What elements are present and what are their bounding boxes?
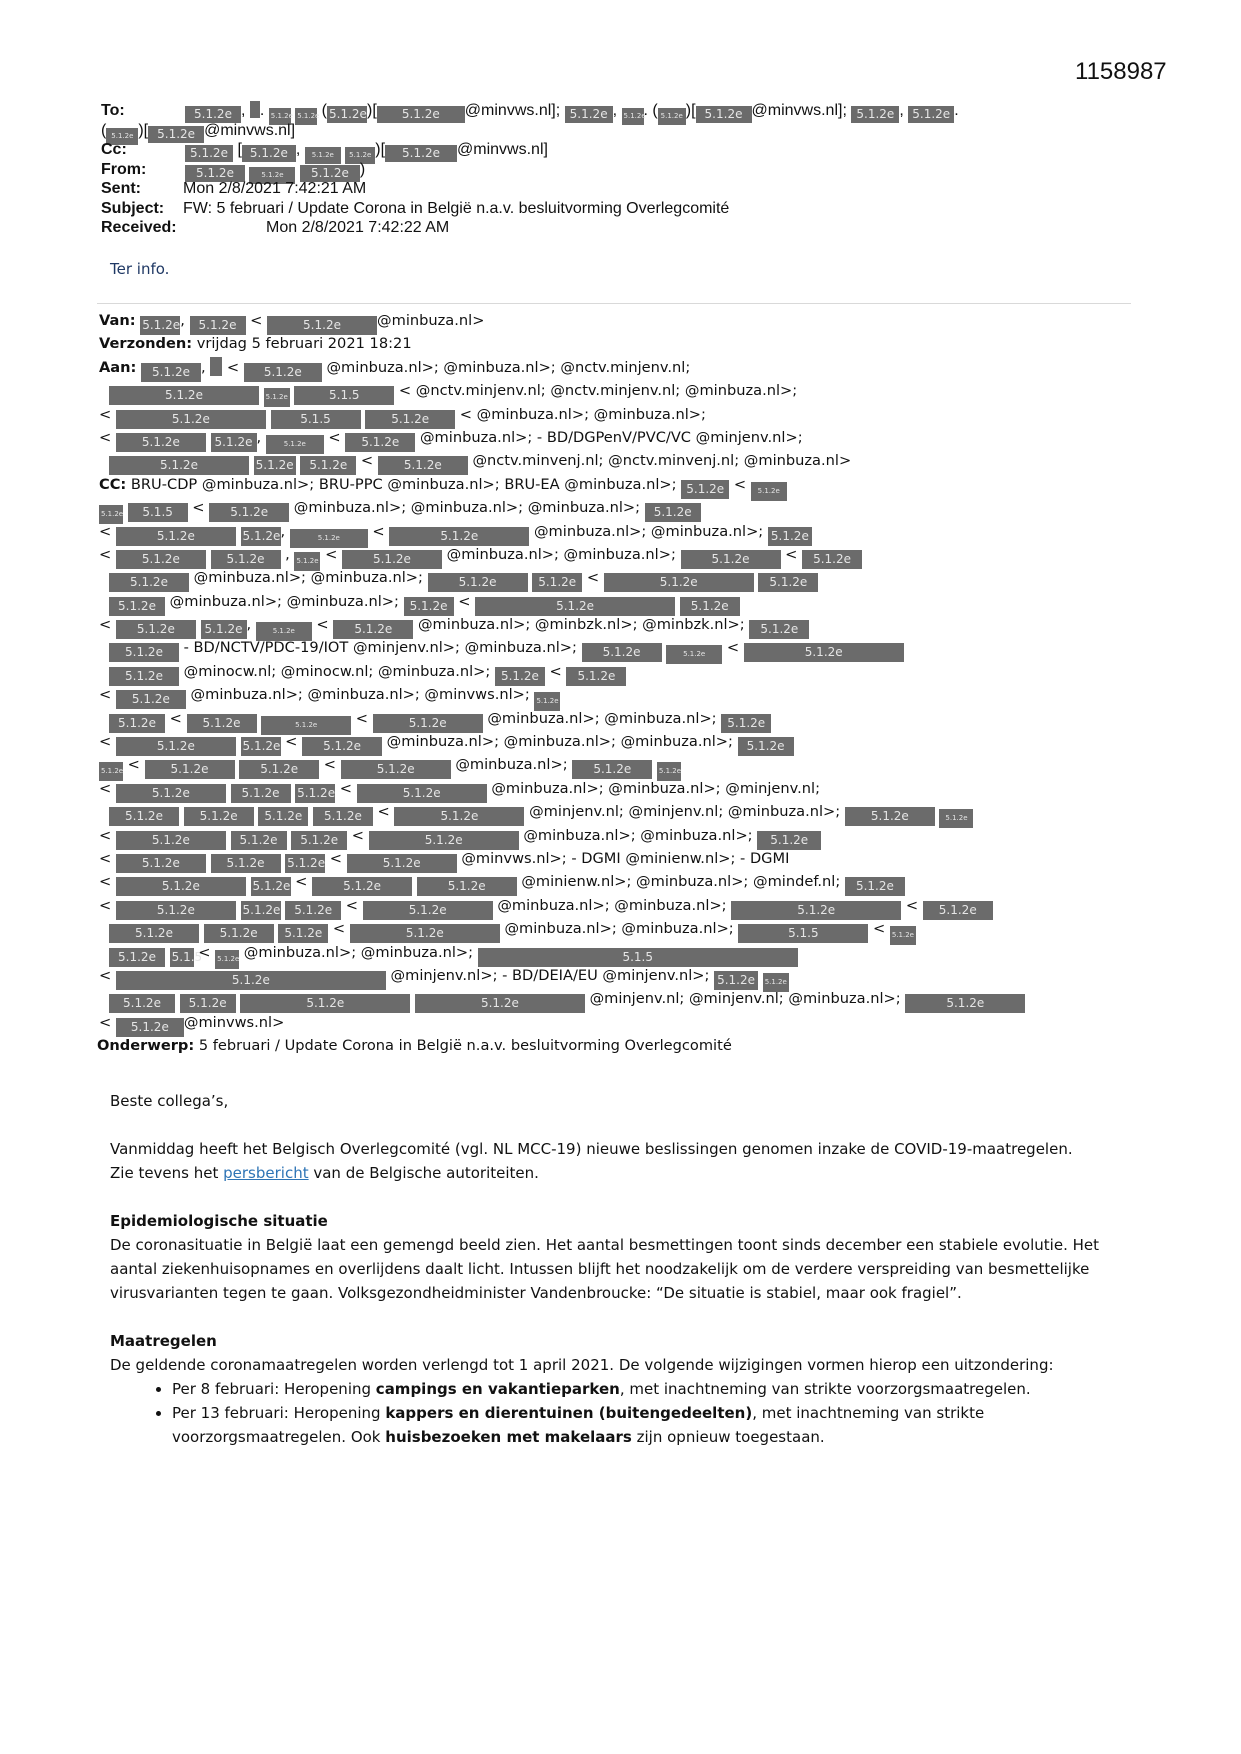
redaction: 5.1.2e [109,573,189,592]
redaction: 5.1.2e [373,714,483,733]
intro-paragraph [110,1137,1130,1185]
list-item [172,1377,1130,1401]
sent-row [101,179,1101,199]
redaction: 5.1.2e [211,550,281,569]
redaction: 5.1.2e [751,482,787,501]
redaction: 5.1.2e [116,901,236,920]
redaction: 5.1.2e [185,106,241,123]
from-label: From: [101,160,147,178]
redaction: 5.1.2e [749,620,809,639]
recipient-line: @minbuza.nl>; @minbuza.nl>; [533,522,764,540]
aan-row: < 5.1.2e 5.1.5 5.1.2e < @minbuza.nl>; @minbuza.nl>; [99,403,1139,426]
subject-row [101,199,1101,219]
verzonden-value: vrijdag 5 februari 2021 18:21 [196,335,412,353]
redaction: 5.1.2e [99,762,123,781]
cc-row: < 5.1.2e 5.1.2e 5.1.2e < 5.1.2e @minvws.nl>; - DGMI @minienw.nl>; - DGMI [99,847,1139,870]
redaction: 5.1.2e [180,994,236,1013]
redaction: 5.1.2e [389,527,529,546]
recipient-line: @minocw.nl; @minocw.nl; @minbuza.nl>; [183,662,491,680]
redaction: 5.1.2e [190,316,246,335]
redaction [210,357,222,376]
redaction: 5.1.2e [266,435,324,454]
sent-label: Sent: [101,180,141,197]
cc-row [99,987,1139,1010]
item-text: , met inachtneming van strikte voorzorgsmaatregelen. Ook [172,1404,985,1446]
redaction: 5.1.2e [116,620,196,639]
redaction: 5.1.2e [908,106,954,123]
redaction: 5.1.2e [241,901,281,920]
redaction: 5.1.2e [258,807,308,826]
recipient-line: @minbuza.nl>; @minbuza.nl>; @minjenv.nl; [491,779,820,797]
redaction: 5.1.2e [666,645,722,664]
email-domain: @minvws.nl [751,102,838,119]
redaction: 5.1.2e [244,363,322,382]
verzonden-label: Verzonden: [99,335,193,353]
redaction: 5.1.2e [475,597,675,616]
measures-paragraph: De geldende coronamaatregelen worden verlengd tot 1 april 2021. De volgende wijzigingen vormen hierop een uitzondering: [110,1356,1054,1374]
redaction: 5.1.2e [845,877,905,896]
redaction: 5.1.2e [116,550,206,569]
redaction: 5.1.2e [109,643,179,662]
cc-row: 5.1.2e 5.1.5 < 5.1.2e @minbuza.nl>; @minbuza.nl>; 5.1.5 [99,941,1139,964]
redaction [250,101,260,118]
redaction: 5.1.2e [302,737,382,756]
redaction: 5.1.2e [116,784,226,803]
redaction: 5.1.2e [204,924,274,943]
redaction: 5.1.2e [267,316,377,335]
redaction: 5.1.2e [264,388,290,407]
ter-info: Ter info. [110,260,170,278]
cc-row: < 5.1.2e 5.1.2e , 5.1.2e < 5.1.2e @minbuza.nl>; @minbuza.nl>; 5.1.2e < 5.1.2e [99,543,1139,566]
redaction: 5.1.2e [231,831,287,850]
redaction: 5.1.2e [566,667,626,686]
redaction: 5.1.2e [106,128,138,145]
recipient-line: @minbuza.nl>; @minbuza.nl>; @minvws.nl>; [190,686,530,704]
redaction: 5.1.2e [116,690,186,709]
intro-line-2-end: van de Belgische autoriteiten. [308,1164,539,1182]
redaction: 5.1.2e [342,550,442,569]
redaction: 5.1.2e [300,456,356,475]
redaction: 5.1.2e [341,760,451,779]
van-label: Van: [99,312,136,329]
redaction: 5.1.2e [211,854,281,873]
aan-label: Aan: [99,358,137,376]
cc-row: < 5.1.2e 5.1.2e , 5.1.2e < 5.1.2e @minbuza.nl>; @minbzk.nl>; @minbzk.nl>; 5.1.2e [99,613,1139,636]
cc-label: Cc: [101,141,127,158]
redaction: 5.1.2e [721,714,771,733]
redaction: 5.1.2e [345,433,415,452]
redaction: 5.1.2e [241,737,281,756]
redaction: 5.1.2e [763,973,789,992]
persbericht-link[interactable]: persbericht [223,1164,309,1182]
redaction: 5.1.2e [495,667,545,686]
recipient-line: @minbuza.nl>; @minbuza.nl>; [476,405,706,423]
redaction: 5.1.2e [417,877,517,896]
subject-value: FW: 5 februari / Update Corona in België n.a.v. besluitvorming Overlegcomité [183,199,730,217]
redaction: 5.1.2e [428,573,528,592]
cc-row: Cc: 5.1.2e [ 5.1.2e , 5.1.2e 5.1.2e )[ 5.1.2e @minvws.nl] [101,140,1101,160]
redaction: 5.1.2e [404,597,454,616]
onderwerp-label: Onderwerp: [97,1037,195,1055]
recipient-line: @minbuza.nl>; @minbuza.nl>; [193,569,423,587]
redaction: 5.1.2e [109,924,199,943]
recipient-line: @minbuza.nl>; @minbuza.nl>; [523,826,753,844]
redaction: 5.1.2e [329,107,367,121]
redaction: 5.1.2e [99,505,123,524]
redaction: 5.1.2e [116,1018,184,1037]
redaction: 5.1.2e [939,809,973,828]
recipient-line: @minvws.nl> [183,1013,285,1031]
redaction: 5.1.2e [363,901,493,920]
redaction: 5.1.2e [300,165,360,182]
redaction: 5.1.2e [187,714,257,733]
recipient-line: @minbuza.nl>; @minbuza.nl>; @minbuza.nl>; [386,733,733,751]
redaction: 5.1.2e [295,108,317,125]
redaction: 5.1.2e [534,692,560,711]
redaction: 5.1.2e [757,831,821,850]
received-value: Mon 2/8/2021 7:42:22 AM [266,219,450,236]
aan-row: 5.1.2e 5.1.2e 5.1.2e < 5.1.2e @nctv.minvenj.nl; @nctv.minvenj.nl; @minbuza.nl> [99,449,1139,472]
email-domain: @minvws.nl [464,102,552,119]
redaction: 5.1.2e [290,529,368,548]
redaction: 5.1.2e [738,737,794,756]
redaction: 5.1.2e [116,971,386,990]
received-label: Received: [101,219,177,236]
cc-row: < 5.1.2e @minvws.nl> [99,1011,1139,1034]
redaction: 5.1.2e [116,831,226,850]
redaction: 5.1.2e [109,994,175,1013]
redaction: 5.1.2e [415,994,585,1013]
recipient-line: @minbuza.nl>; @minbuza.nl>; [243,943,474,961]
recipient-line: @nctv.minvenj.nl; @nctv.minvenj.nl; @minbuza.nl> [472,452,852,470]
redaction: 5.1.2e [731,901,901,920]
recipient-line: @minbuza.nl>; @minbuza.nl>; [446,545,676,563]
redaction: 5.1.2e [851,106,899,123]
item-text: zijn opnieuw toegestaan. [631,1428,825,1446]
recipient-line: @minjenv.nl; @minjenv.nl; @minbuza.nl>; [589,990,901,1008]
redaction: 5.1.2e [365,410,455,429]
intro-line-2: Zie tevens het [110,1164,224,1182]
redaction: 5.1.2e [261,716,351,735]
redaction: 5.1.2e [681,550,781,569]
recipient-line: @minbuza.nl>; @minbzk.nl>; @minbzk.nl>; [417,616,745,634]
redaction: 5.1.2e [890,926,916,945]
cc-row: < 5.1.2e 5.1.2e, 5.1.2e < 5.1.2e @minbuza.nl>; @minbuza.nl>; 5.1.2e [99,520,1139,543]
cc-row: < 5.1.2e 5.1.2e < 5.1.2e @minbuza.nl>; @minbuza.nl>; @minbuza.nl>; 5.1.2e [99,730,1139,753]
redaction: 5.1.2e [696,106,752,123]
redaction: 5.1.2e [572,760,652,779]
epidemiology-paragraph: De coronasituatie in België laat een gemengd beeld zien. Het aantal besmettingen toont sinds december een stabiele evolutie. Het aantal ziekenhuisopnames en overlijdens daalt licht. Intussen blijft het noodzakelijk om de verdere verspreiding van besmettelijke virusvarianten tegen te gaan. Volksgezondheidminister Vandenbroucke: “De situatie is stabiel, maar ook fragiel”. [110,1236,1099,1302]
from-row: From: 5.1.2e 5.1.2e 5.1.2e ) [101,160,1101,180]
redaction: 5.1.2e [269,108,291,125]
redaction: 5.1.5 [738,924,868,943]
redaction: 5.1.2e [758,573,818,592]
redaction: 5.1.2e [313,807,373,826]
subject-label: Subject: [101,199,165,217]
recipient-line: - BD/NCTV/PDC-19/IOT @minjenv.nl>; @minbuza.nl>; [183,639,577,657]
redaction: 5.1.2e [254,456,296,475]
redaction: 5.1.2e [658,108,686,125]
redaction: 5.1.2e [312,877,412,896]
cc-row: < 5.1.2e @minjenv.nl>; - BD/DEIA/EU @minjenv.nl>; 5.1.2e 5.1.2e [99,964,1139,987]
cc-row: 5.1.2e @minocw.nl; @minocw.nl; @minbuza.nl>; 5.1.2e < 5.1.2e [99,660,1139,683]
recipient-line: BRU-CDP @minbuza.nl>; BRU-PPC @minbuza.nl>; BRU-EA @minbuza.nl>; [130,475,677,493]
van-row: Van: 5.1.2e, 5.1.2e < 5.1.2e @minbuza.nl> [99,309,1139,332]
cc-row: 5.1.2e < 5.1.2e 5.1.2e < 5.1.2e @minbuza.nl>; @minbuza.nl>; 5.1.2e [99,707,1139,730]
redaction: 5.1.2e [657,762,681,781]
item-bold: kappers en dierentuinen (buitengedeelten) [385,1404,753,1422]
onderwerp-value: 5 februari / Update Corona in België n.a.v. besluitvorming Overlegcomité [198,1037,732,1055]
received-row [101,218,1101,238]
aan-row: 5.1.2e 5.1.2e 5.1.5 < @nctv.minjenv.nl; @nctv.minjenv.nl; @minbuza.nl>; [99,379,1139,402]
recipient-line: @minbuza.nl>; @minbuza.nl>; [169,592,399,610]
measures-list [110,1377,1130,1449]
redaction: 5.1.2e [145,760,235,779]
redaction: 5.1.2e [231,784,291,803]
cc-row: CC: BRU-CDP @minbuza.nl>; BRU-PPC @minbuza.nl>; BRU-EA @minbuza.nl>; 5.1.2e < 5.1.2e [99,473,1139,496]
forwarded-header [99,309,1139,1058]
onderwerp-row [97,1034,1139,1057]
redaction: 5.1.2e [744,643,904,662]
redaction: 5.1.2e [209,503,289,522]
redaction: 5.1.2e [249,167,295,184]
redaction: 5.1.2e [148,126,204,143]
cc-label: CC: [99,475,127,493]
item-bold: huisbezoeken met makelaars [385,1428,632,1446]
cc-row: 5.1.2e @minbuza.nl>; @minbuza.nl>; 5.1.2e < 5.1.2e 5.1.2e [99,590,1139,613]
email-domain: @minvws.nl [204,121,291,139]
recipient-line: @minbuza.nl>; - BD/DGPenV/PVC/VC @minjenv.nl>; [419,428,803,446]
to-row: To: 5.1.2e , . 5.1.2e 5.1.2e ( 5.1.2e)[ 5.1.2e @minvws.nl]; 5.1.2e , 5.1.2e. ( 5.1.2e )[ 5.1.2e @minvws.nl]; 5.1.2e , 5.1.2e . [101,101,1101,121]
heading-maatregelen: Maatregelen [110,1332,217,1350]
redaction: 5.1.2e [345,147,375,164]
redaction: 5.1.2e [185,165,245,182]
redaction: 5.1.2e [251,877,291,896]
redaction: 5.1.2e [116,410,266,429]
list-item [172,1401,1130,1449]
redaction: 5.1.2e [109,667,179,686]
recipient-line: @minjenv.nl>; - BD/DEIA/EU @minjenv.nl>; [390,966,710,984]
cc-row: < 5.1.2e 5.1.2e 5.1.2e < 5.1.2e @minbuza.nl>; @minbuza.nl>; 5.1.2e < 5.1.2e [99,894,1139,917]
document-number: 1158987 [1075,58,1167,85]
outer-email-header [101,101,1101,238]
to-row-cont: ( 5.1.2e )[ 5.1.2e @minvws.nl] [101,121,1101,141]
redaction: 5.1.2e [680,597,740,616]
redaction: 5.1.2e [109,807,179,826]
redaction: 5.1.2e [532,573,582,592]
email-domain: @minvws.nl [457,141,544,158]
redaction: 5.1.2e [295,784,335,803]
redaction: 5.1.2e [622,108,644,125]
redaction: 5.1.2e [347,854,457,873]
redaction: 5.1.2e [211,433,257,452]
redaction: 5.1.2e [291,831,347,850]
redaction: 5.1.2e [201,620,247,639]
redaction: 5.1.2e [278,924,328,943]
separator-line [97,303,1131,304]
message-body [110,1089,1130,1449]
redaction: 5.1.2e [116,527,236,546]
redaction: 5.1.2e [604,573,754,592]
cc-row: 5.1.2e - BD/NCTV/PDC-19/IOT @minjenv.nl>; @minbuza.nl>; 5.1.2e 5.1.2e < 5.1.2e [99,636,1139,659]
cc-row: < 5.1.2e 5.1.2e < 5.1.2e 5.1.2e @minienw.nl>; @minbuza.nl>; @mindef.nl; 5.1.2e [99,870,1139,893]
redaction: 5.1.2e [256,622,312,641]
redaction: 5.1.5 [478,948,798,967]
redaction: 5.1.5 [170,948,194,967]
redaction: 5.1.2e [141,363,201,382]
cc-row: < 5.1.2e 5.1.2e 5.1.2e < 5.1.2e @minbuza.nl>; @minbuza.nl>; 5.1.2e [99,824,1139,847]
redaction: 5.1.2e [294,552,320,571]
heading-epidemiologie: Epidemiologische situatie [110,1212,328,1230]
redaction: 5.1.2e [378,456,468,475]
redaction: 5.1.2e [185,145,233,162]
redaction: 5.1.2e [109,597,165,616]
redaction: 5.1.2e [357,784,487,803]
redaction: 5.1.2e [184,807,254,826]
aan-row: < 5.1.2e 5.1.2e , 5.1.2e < 5.1.2e @minbuza.nl>; - BD/DGPenV/PVC/VC @minjenv.nl>; [99,426,1139,449]
redaction: 5.1.2e [377,106,465,123]
recipient-line: @minjenv.nl; @minjenv.nl; @minbuza.nl>; [529,803,841,821]
redaction: 5.1.5 [294,386,394,405]
redaction: 5.1.2e [385,145,457,162]
cc-row: < 5.1.2e 5.1.2e 5.1.2e < 5.1.2e @minbuza.nl>; @minbuza.nl>; @minjenv.nl; [99,777,1139,800]
redaction: 5.1.2e [333,620,413,639]
redaction: 5.1.2e [845,807,935,826]
cc-row: 5.1.2e 5.1.2e 5.1.2e 5.1.2e < 5.1.2e @minjenv.nl; @minjenv.nl; @minbuza.nl>; 5.1.2e 5.1.2e [99,800,1139,823]
recipient-line: @minbuza.nl>; @minbuza.nl>; [497,896,727,914]
redaction: 5.1.2e [305,147,341,164]
redaction: 5.1.2e [240,994,410,1013]
redaction: 5.1.2e [109,714,165,733]
redaction: 5.1.2e [802,550,862,569]
redaction: 5.1.2e [285,901,341,920]
to-label: To: [101,102,125,119]
cc-row: 5.1.2e 5.1.5 < 5.1.2e @minbuza.nl>; @minbuza.nl>; @minbuza.nl>; 5.1.2e [99,496,1139,519]
recipient-line: @minbuza.nl>; @minbuza.nl>; @minbuza.nl>; [293,499,641,517]
redaction: 5.1.2e [241,527,281,546]
redaction: 5.1.2e [116,433,206,452]
greeting: Beste collega’s, [110,1092,229,1110]
cc-row: 5.1.2e @minbuza.nl>; @minbuza.nl>; 5.1.2e 5.1.2e < 5.1.2e 5.1.2e [99,566,1139,589]
van-domain: @minbuza.nl> [377,312,485,329]
redaction: 5.1.2e [681,480,729,499]
intro-line-1: Vanmiddag heeft het Belgisch Overlegcomité (vgl. NL MCC-19) nieuwe beslissingen genomen inzake de COVID-19-maatregelen. [110,1140,1073,1158]
redaction: 5.1.2e [215,950,239,969]
redaction: 5.1.2e [140,316,180,335]
item-bold: campings en vakantieparken [375,1380,620,1398]
redaction: 5.1.2e [285,854,325,873]
recipient-line: @minbuza.nl>; @minbuza.nl>; @nctv.minjenv.nl; [326,358,691,376]
item-text: Per 8 februari: Heropening [172,1380,376,1398]
aan-row: Aan: 5.1.2e , < 5.1.2e @minbuza.nl>; @minbuza.nl>; @nctv.minjenv.nl; [99,356,1139,379]
redaction: 5.1.2e [116,854,206,873]
recipient-line: @minienw.nl>; @minbuza.nl>; @mindef.nl; [521,873,841,891]
redaction: 5.1.2e [714,971,758,990]
redaction: 5.1.2e [242,145,296,162]
sent-value: Mon 2/8/2021 7:42:21 AM [183,180,367,197]
cc-row: < 5.1.2e @minbuza.nl>; @minbuza.nl>; @minvws.nl>; 5.1.2e [99,683,1139,706]
redaction: 5.1.2e [116,737,236,756]
recipient-line: @minbuza.nl>; @minbuza.nl>; [504,920,734,938]
item-text: , met inachtneming van strikte voorzorgsmaatregelen. [619,1380,1031,1398]
redaction: 5.1.2e [582,643,662,662]
redaction: 5.1.2e [923,901,993,920]
recipient-line: @nctv.minjenv.nl; @nctv.minjenv.nl; @minbuza.nl>; [415,382,798,400]
redaction: 5.1.2e [116,877,246,896]
redaction: 5.1.2e [768,527,812,546]
recipient-line: @minbuza.nl>; [455,756,568,774]
redaction: 5.1.2e [645,503,701,522]
redaction: 5.1.5 [128,503,188,522]
redaction: 5.1.2e [905,994,1025,1013]
recipient-line: @minbuza.nl>; @minbuza.nl>; [487,709,717,727]
redaction: 5.1.2e [350,924,500,943]
redaction: 5.1.2e [565,106,613,123]
redaction: 5.1.5 [271,410,361,429]
redaction: 5.1.2e [369,831,519,850]
redaction: 5.1.2e [109,456,249,475]
verzonden-row [99,332,1139,355]
item-text: Per 13 februari: Heropening [172,1404,386,1422]
redaction: 5.1.2e [109,386,259,405]
redaction: 5.1.2e [109,948,165,967]
redaction: 5.1.2e [239,760,319,779]
redaction: 5.1.2e [394,807,524,826]
recipient-line: @minvws.nl>; - DGMI @minienw.nl>; - DGMI [461,849,790,867]
cc-row: 5.1.2e 5.1.2e 5.1.2e < 5.1.2e @minbuza.nl>; @minbuza.nl>; 5.1.5 < 5.1.2e [99,917,1139,940]
cc-row: 5.1.2e < 5.1.2e 5.1.2e < 5.1.2e @minbuza.nl>; 5.1.2e 5.1.2e [99,753,1139,776]
